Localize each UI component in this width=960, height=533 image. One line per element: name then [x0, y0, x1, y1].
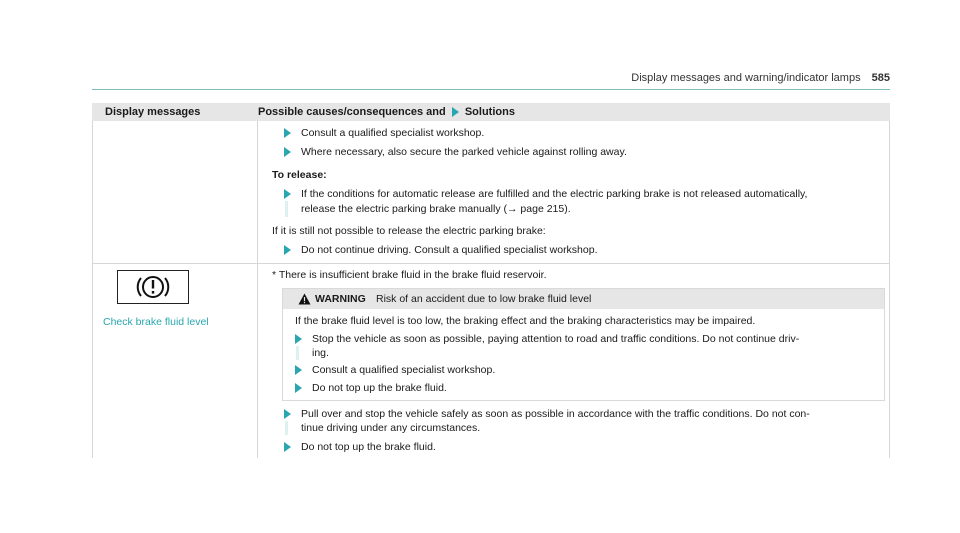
col-causes-label: Possible causes/consequences and [258, 106, 446, 118]
arrow-right-icon [284, 147, 291, 157]
arrow-right-icon [295, 383, 302, 393]
row1-step3-line1: If the conditions for automatic release are fulfilled and the electric parking brake is not released automatically, [301, 188, 808, 200]
warning-box [282, 288, 885, 401]
arrow-right-icon [284, 409, 291, 419]
warning-step3: Do not top up the brake fluid. [312, 382, 447, 394]
row2-step2: Do not top up the brake fluid. [301, 441, 436, 453]
running-header [631, 72, 890, 84]
warning-step1-line1: Stop the vehicle as soon as possible, paying attention to road and traffic conditions. Do not continue driv- [312, 333, 800, 345]
step-bar [285, 201, 288, 217]
step-bar [296, 346, 299, 360]
arrow-right-icon [284, 245, 291, 255]
release-title: To release: [272, 169, 327, 181]
warning-header [283, 289, 884, 309]
table-header [92, 103, 890, 121]
warning-label: WARNING [315, 293, 366, 305]
row1-step3-line2: release the electric parking brake manually (→ page 215). [301, 203, 571, 215]
warning-triangle-icon [298, 293, 311, 305]
col-solutions-label: Solutions [464, 106, 515, 118]
header-rule [92, 89, 890, 90]
warning-title: Risk of an accident due to low brake fluid level [376, 293, 592, 305]
step-bar [285, 421, 288, 435]
warning-text: If the brake fluid level is too low, the braking effect and the braking characteristics may be impaired. [295, 315, 756, 327]
row1-note: If it is still not possible to release the electric parking brake: [272, 225, 546, 237]
arrow-right-icon [284, 189, 291, 199]
arrow-right-icon [452, 107, 459, 117]
brake-warning-icon-glyph [118, 271, 188, 303]
row-divider [92, 263, 890, 264]
brake-warning-icon [117, 270, 189, 304]
row2-step1-line2: tinue driving under any circumstances. [301, 422, 481, 434]
page-number: 585 [871, 72, 890, 84]
row1-step2: Where necessary, also secure the parked vehicle against rolling away. [301, 146, 627, 158]
table-right-border [889, 121, 890, 458]
col-display-messages: Display messages [105, 106, 201, 118]
header-title: Display messages and warning/indicator lamps [631, 72, 861, 84]
arrow-right-icon [284, 442, 291, 452]
row1-step1: Consult a qualified specialist workshop. [301, 127, 485, 139]
arrow-right-icon [284, 128, 291, 138]
table-left-border [92, 121, 93, 458]
arrow-right-icon [295, 334, 302, 344]
arrow-right-icon [295, 365, 302, 375]
col-causes-solutions [258, 106, 515, 118]
row1-step4: Do not continue driving. Consult a qualified specialist workshop. [301, 244, 598, 256]
display-message-brake-fluid: Check brake fluid level [103, 316, 209, 328]
warning-step2: Consult a qualified specialist workshop. [312, 364, 496, 376]
col-divider [257, 121, 258, 458]
row2-cause: * There is insufficient brake fluid in the brake fluid reservoir. [272, 269, 547, 281]
warning-step1-line2: ing. [312, 347, 329, 359]
row2-step1-line1: Pull over and stop the vehicle safely as soon as possible in accordance with the traffic conditions. Do not con- [301, 408, 810, 420]
